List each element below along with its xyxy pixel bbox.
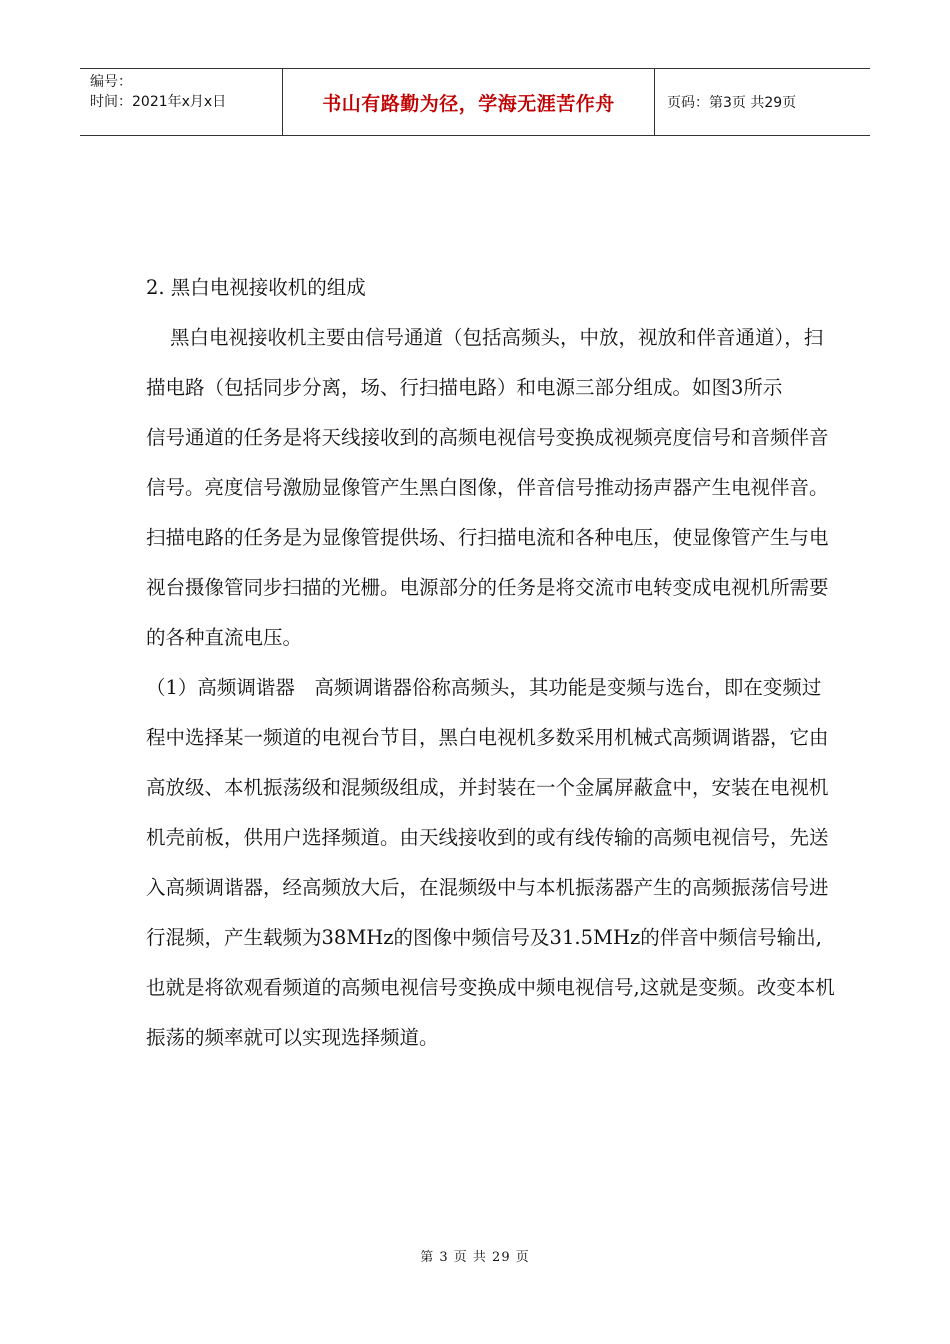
section-title: 2. 黑白电视接收机的组成 — [146, 276, 366, 299]
header-motto: 书山有路勤为径，学海无涯苦作舟 — [283, 69, 655, 135]
document-date: 时间：2021年x月x日 — [90, 94, 227, 110]
document-body — [146, 263, 836, 1063]
document-number-label: 编号： — [90, 74, 132, 90]
paragraph: 黑白电视接收机主要由信号通道（包括高频头，中放，视放和伴音通道），扫描电路（包括同步分离，场、行扫描电路）和电源三部分组成。如图3所示 — [146, 326, 824, 399]
paragraph: （1）高频调谐器 高频调谐器俗称高频头，其功能是变频与选台，即在变频过程中选择某一频道的电视台节目，黑白电视机多数采用机械式高频调谐器，它由高放级、本机振荡级和混频级组成，并封装在一个金属屏蔽盒中，安装在电视机机壳前板，供用户选择频道。由天线接收到的或有线传输的高频电视信号，先送入高频调谐器，经高频放大后，在混频级中与本机振荡器产生的高频振荡信号进行混频，产生载频为38MHz的图像中频信号及31.5MHz的伴音中频信号输出,也就是将欲观看频道的高频电视信号变换成中频电视信号,这就是变频。改变本机振荡的频率就可以实现选择频道。 — [146, 676, 835, 1049]
header-meta — [80, 69, 283, 135]
header-page-info: 页码：第3页 共29页 — [667, 95, 797, 111]
page-footer: 第 3 页 共 29 页 — [420, 1250, 530, 1265]
paragraph: 信号通道的任务是将天线接收到的高频电视信号变换成视频亮度信号和音频伴音信号。亮度信号激励显像管产生黑白图像，伴音信号推动扬声器产生电视伴音。扫描电路的任务是为显像管提供场、行扫描电流和各种电压，使显像管产生与电视台摄像管同步扫描的光栅。电源部分的任务是将交流市电转变成电视机所需要的各种直流电压。 — [146, 426, 829, 649]
page-header — [80, 68, 870, 136]
